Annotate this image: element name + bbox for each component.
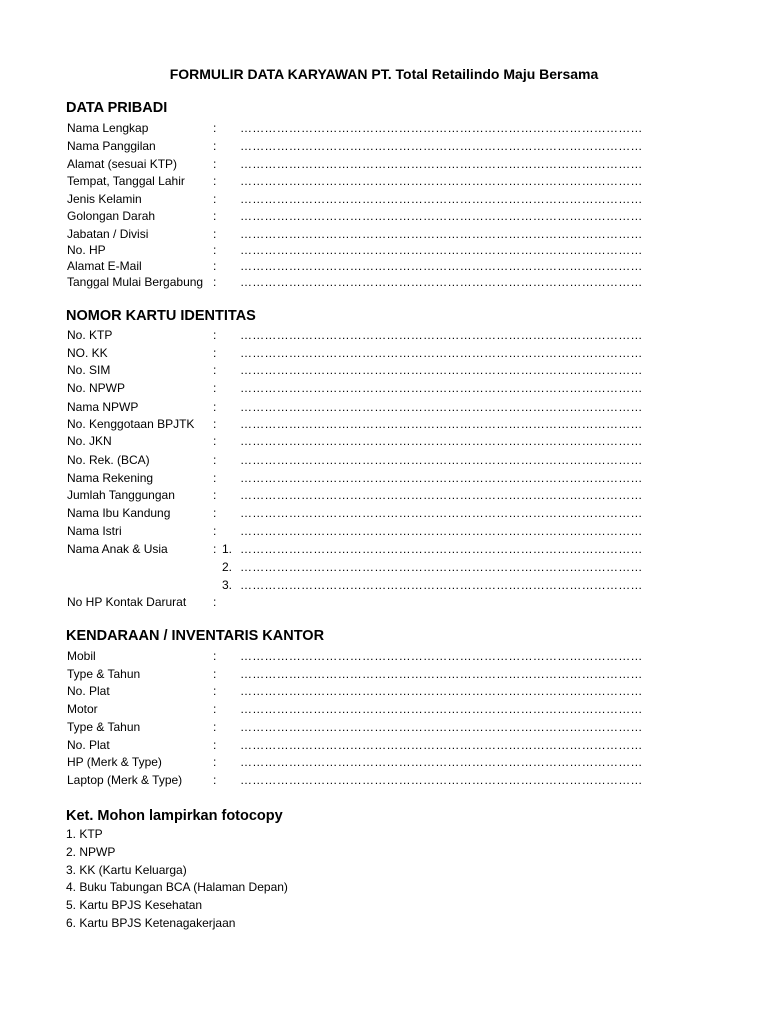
child-number: 3. bbox=[222, 578, 233, 592]
fill-in-line[interactable]: ……………………………………………………………………………………… bbox=[240, 578, 643, 592]
field-label: No. HP bbox=[67, 243, 106, 257]
field-colon: : bbox=[213, 434, 217, 448]
field-colon: : bbox=[213, 243, 217, 257]
field-row-no-kenggotaan-bpjtk bbox=[0, 415, 768, 433]
field-colon: : bbox=[213, 417, 217, 431]
field-label: NO. KK bbox=[67, 346, 108, 360]
child-number: 1. bbox=[222, 542, 233, 556]
section-heading-nomor-kartu-identitas: NOMOR KARTU IDENTITAS bbox=[66, 308, 256, 324]
field-colon: : bbox=[213, 139, 217, 153]
field-label: Type & Tahun bbox=[67, 720, 141, 734]
field-colon: : bbox=[213, 755, 217, 769]
field-label: Laptop (Merk & Type) bbox=[67, 773, 183, 787]
field-row-tempat-tanggal-lahir bbox=[0, 172, 768, 190]
field-colon: : bbox=[213, 702, 217, 716]
field-label: Motor bbox=[67, 702, 98, 716]
fill-in-line[interactable]: ……………………………………………………………………………………… bbox=[240, 434, 643, 448]
child-number: 2. bbox=[222, 560, 233, 574]
field-label: Nama Rekening bbox=[67, 471, 154, 485]
fill-in-line[interactable]: ……………………………………………………………………………………… bbox=[240, 192, 643, 206]
fill-in-line[interactable]: ……………………………………………………………………………………… bbox=[240, 720, 643, 734]
field-row-no-ktp bbox=[0, 326, 768, 344]
field-colon: : bbox=[213, 328, 217, 342]
field-colon: : bbox=[213, 174, 217, 188]
field-colon: : bbox=[213, 275, 217, 289]
field-label: No. NPWP bbox=[67, 381, 126, 395]
fill-in-line[interactable]: ……………………………………………………………………………………… bbox=[240, 649, 643, 663]
field-colon: : bbox=[213, 488, 217, 502]
fill-in-line[interactable]: ……………………………………………………………………………………… bbox=[240, 157, 643, 171]
field-row-laptop-merk-type-7 bbox=[0, 771, 768, 789]
field-row-hp-merk-type-6 bbox=[0, 753, 768, 771]
field-label: Golongan Darah bbox=[67, 209, 156, 223]
field-colon: : bbox=[213, 381, 217, 395]
section-heading-kendaraan: KENDARAAN / INVENTARIS KANTOR bbox=[66, 628, 325, 644]
field-colon: : bbox=[213, 227, 217, 241]
fill-in-line[interactable]: ……………………………………………………………………………………… bbox=[240, 702, 643, 716]
field-label: No. JKN bbox=[67, 434, 112, 448]
field-row-no-kk bbox=[0, 344, 768, 362]
field-row-nama-anak-usia bbox=[0, 540, 768, 558]
fill-in-line[interactable]: ……………………………………………………………………………………… bbox=[240, 328, 643, 342]
fill-in-line[interactable]: ……………………………………………………………………………………… bbox=[240, 738, 643, 752]
field-colon: : bbox=[213, 506, 217, 520]
field-row-nama-ibu-kandung bbox=[0, 504, 768, 522]
fill-in-line[interactable]: ……………………………………………………………………………………… bbox=[240, 227, 643, 241]
attachment-list-item: 1. KTP bbox=[66, 827, 103, 841]
section-heading-data-pribadi: DATA PRIBADI bbox=[66, 100, 168, 116]
field-row-tanggal-mulai-bergabung bbox=[0, 273, 768, 291]
field-label: Nama Panggilan bbox=[67, 139, 156, 153]
attachment-list-item: 2. NPWP bbox=[66, 845, 116, 859]
attachment-list-item: 5. Kartu BPJS Kesehatan bbox=[66, 898, 203, 912]
field-row-golongan-darah bbox=[0, 207, 768, 225]
field-colon: : bbox=[213, 542, 217, 556]
field-label: Nama Anak & Usia bbox=[67, 542, 168, 556]
fill-in-line[interactable]: ……………………………………………………………………………………… bbox=[240, 174, 643, 188]
fill-in-line[interactable]: ……………………………………………………………………………………… bbox=[240, 542, 643, 556]
fill-in-line[interactable]: ……………………………………………………………………………………… bbox=[240, 506, 643, 520]
field-label: No. Rek. (BCA) bbox=[67, 453, 150, 467]
field-label: Tanggal Mulai Bergabung bbox=[67, 275, 204, 289]
fill-in-line[interactable]: ……………………………………………………………………………………… bbox=[240, 755, 643, 769]
field-colon: : bbox=[213, 259, 217, 273]
fill-in-line[interactable]: ……………………………………………………………………………………… bbox=[240, 363, 643, 377]
fill-in-line[interactable]: ……………………………………………………………………………………… bbox=[240, 259, 643, 273]
fill-in-line[interactable]: ……………………………………………………………………………………… bbox=[240, 121, 643, 135]
field-row-no-rek-bca bbox=[0, 451, 768, 469]
fill-in-line[interactable]: ……………………………………………………………………………………… bbox=[240, 275, 643, 289]
field-label: Type & Tahun bbox=[67, 667, 141, 681]
field-row-nama-anak-2 bbox=[0, 558, 768, 576]
field-colon: : bbox=[213, 595, 217, 609]
field-row-mobil-0 bbox=[0, 647, 768, 665]
field-colon: : bbox=[213, 192, 217, 206]
field-label: Alamat E-Mail bbox=[67, 259, 142, 273]
field-label: Nama NPWP bbox=[67, 400, 139, 414]
field-colon: : bbox=[213, 346, 217, 360]
field-row-no-plat-5 bbox=[0, 736, 768, 754]
field-row-jenis-kelamin bbox=[0, 190, 768, 208]
field-row-no-plat-2 bbox=[0, 682, 768, 700]
fill-in-line[interactable]: ……………………………………………………………………………………… bbox=[240, 488, 643, 502]
field-label: Nama Lengkap bbox=[67, 121, 149, 135]
field-row-nama-lengkap bbox=[0, 119, 768, 137]
fill-in-line[interactable]: ……………………………………………………………………………………… bbox=[240, 209, 643, 223]
fill-in-line[interactable]: ……………………………………………………………………………………… bbox=[240, 381, 643, 395]
attachment-list-item: 3. KK (Kartu Keluarga) bbox=[66, 863, 187, 877]
field-colon: : bbox=[213, 649, 217, 663]
fill-in-line[interactable]: ……………………………………………………………………………………… bbox=[240, 684, 643, 698]
field-label: Nama Ibu Kandung bbox=[67, 506, 171, 520]
field-row-nama-rekening bbox=[0, 469, 768, 487]
fill-in-line[interactable]: ……………………………………………………………………………………… bbox=[240, 524, 643, 538]
field-label: Mobil bbox=[67, 649, 96, 663]
field-label: Jumlah Tanggungan bbox=[67, 488, 175, 502]
page-title: FORMULIR DATA KARYAWAN PT. Total Retailindo Maju Bersama bbox=[169, 66, 599, 82]
field-colon: : bbox=[213, 157, 217, 171]
field-row-type-tahun-4 bbox=[0, 718, 768, 736]
field-row-nama-panggilan bbox=[0, 137, 768, 155]
fill-in-line[interactable]: ……………………………………………………………………………………… bbox=[240, 471, 643, 485]
field-label: No. Plat bbox=[67, 684, 110, 698]
field-label: No. Plat bbox=[67, 738, 110, 752]
field-colon: : bbox=[213, 453, 217, 467]
field-label: Jenis Kelamin bbox=[67, 192, 142, 206]
field-row-no-jkn bbox=[0, 432, 768, 450]
fill-in-line[interactable]: ……………………………………………………………………………………… bbox=[240, 667, 643, 681]
field-colon: : bbox=[213, 400, 217, 414]
attachment-list-item: 4. Buku Tabungan BCA (Halaman Depan) bbox=[66, 880, 288, 894]
fill-in-line[interactable]: ……………………………………………………………………………………… bbox=[240, 453, 643, 467]
field-row-motor-3 bbox=[0, 700, 768, 718]
field-label: No. KTP bbox=[67, 328, 113, 342]
field-colon: : bbox=[213, 209, 217, 223]
field-colon: : bbox=[213, 684, 217, 698]
field-label: Tempat, Tanggal Lahir bbox=[67, 174, 185, 188]
field-colon: : bbox=[213, 121, 217, 135]
field-label: No. Kenggotaan BPJTK bbox=[67, 417, 195, 431]
fill-in-line[interactable]: ……………………………………………………………………………………… bbox=[240, 560, 643, 574]
fill-in-line[interactable]: ……………………………………………………………………………………… bbox=[240, 417, 643, 431]
field-row-nama-istri bbox=[0, 522, 768, 540]
field-colon: : bbox=[213, 363, 217, 377]
field-label: Alamat (sesuai KTP) bbox=[67, 157, 178, 171]
fill-in-line[interactable]: ……………………………………………………………………………………… bbox=[240, 400, 643, 414]
fill-in-line[interactable]: ……………………………………………………………………………………… bbox=[240, 139, 643, 153]
field-row-no-sim bbox=[0, 361, 768, 379]
field-label: Jabatan / Divisi bbox=[67, 227, 149, 241]
field-colon: : bbox=[213, 471, 217, 485]
fill-in-line[interactable]: ……………………………………………………………………………………… bbox=[240, 346, 643, 360]
field-row-nama-npwp bbox=[0, 398, 768, 416]
field-row-alamat-sesuai-ktp bbox=[0, 155, 768, 173]
field-row-jumlah-tanggungan bbox=[0, 486, 768, 504]
field-colon: : bbox=[213, 667, 217, 681]
field-row-no-hp-kontak-darurat bbox=[0, 593, 768, 611]
field-label: No HP Kontak Darurat bbox=[67, 595, 187, 609]
field-label: No. SIM bbox=[67, 363, 111, 377]
field-row-type-tahun-1 bbox=[0, 665, 768, 683]
field-label: Nama Istri bbox=[67, 524, 122, 538]
field-row-no-npwp bbox=[0, 379, 768, 397]
field-colon: : bbox=[213, 738, 217, 752]
fill-in-line[interactable]: ……………………………………………………………………………………… bbox=[240, 243, 643, 257]
field-row-nama-anak-3 bbox=[0, 576, 768, 594]
attachment-list-item: 6. Kartu BPJS Ketenagakerjaan bbox=[66, 916, 236, 930]
fill-in-line[interactable]: ……………………………………………………………………………………… bbox=[240, 773, 643, 787]
field-label: HP (Merk & Type) bbox=[67, 755, 162, 769]
section-heading-keterangan: Ket. Mohon lampirkan fotocopy bbox=[66, 808, 283, 824]
field-colon: : bbox=[213, 720, 217, 734]
field-colon: : bbox=[213, 773, 217, 787]
field-colon: : bbox=[213, 524, 217, 538]
